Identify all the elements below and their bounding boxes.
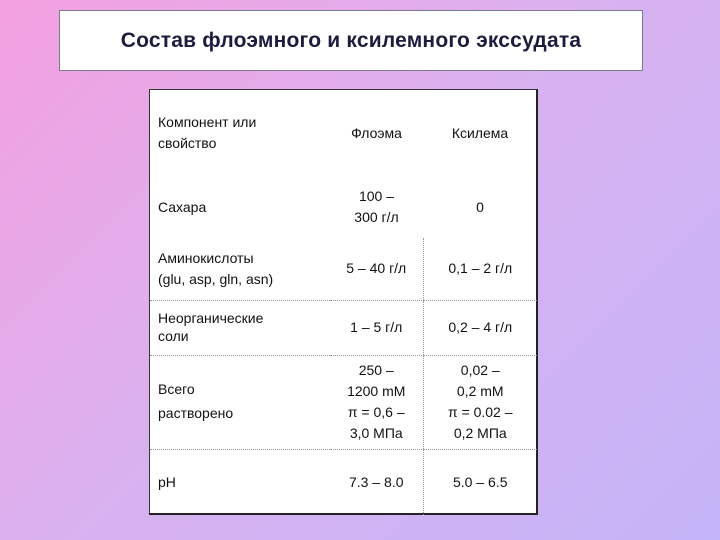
table-row xyxy=(150,449,537,515)
phloem-line: π = 0,6 – xyxy=(347,404,405,420)
component-line: pH xyxy=(158,473,176,490)
xylem-line: 5.0 – 6.5 xyxy=(453,473,508,490)
phloem-line: 300 г/л xyxy=(354,209,399,225)
slide-title-box xyxy=(59,10,643,71)
header-component xyxy=(150,90,330,176)
xylem-line: π = 0.02 – xyxy=(447,404,513,420)
phloem-line: 100 – xyxy=(358,188,395,204)
row-component xyxy=(150,355,330,449)
row-xylem xyxy=(423,176,537,238)
row-component xyxy=(150,238,330,300)
phloem-line: 1 – 5 г/л xyxy=(350,319,403,335)
row-phloem xyxy=(330,238,423,300)
component-line: Сахара xyxy=(158,198,207,215)
xylem-line: 0 xyxy=(476,198,484,215)
data-table xyxy=(150,90,537,515)
row-xylem xyxy=(423,355,537,449)
table-row xyxy=(150,355,537,449)
xylem-line: 0,2 mM xyxy=(456,383,504,399)
phloem-line: 250 – xyxy=(358,362,394,378)
component-line: Аминокислоты xyxy=(158,249,254,266)
row-component xyxy=(150,449,330,515)
row-phloem xyxy=(330,355,423,449)
slide-title: Состав флоэмного и ксилемного экссудата xyxy=(120,28,582,52)
row-phloem xyxy=(330,300,423,355)
phloem-line: 3,0 МПа xyxy=(349,425,403,441)
component-line: Неорганические xyxy=(158,310,264,326)
xylem-line: 0,2 МПа xyxy=(453,425,507,441)
xylem-line: 0,1 – 2 г/л xyxy=(448,260,513,277)
table-row xyxy=(150,300,537,355)
table-row xyxy=(150,238,537,300)
header-component-line: свойство xyxy=(158,135,217,151)
component-line: растворено xyxy=(158,405,234,421)
phloem-line: 7.3 – 8.0 xyxy=(349,473,404,490)
row-xylem xyxy=(423,449,537,515)
phloem-line: 5 – 40 г/л xyxy=(346,260,407,277)
table-row xyxy=(150,176,537,238)
xylem-line: 0,2 – 4 г/л xyxy=(448,319,513,335)
row-component xyxy=(150,300,330,355)
phloem-line: 1200 mM xyxy=(347,383,406,399)
component-line: (glu, asp, gln, asn) xyxy=(158,270,274,287)
header-component-line: Компонент или xyxy=(158,114,257,130)
xylem-line: 0,02 – xyxy=(460,362,500,378)
row-xylem xyxy=(423,300,537,355)
row-phloem xyxy=(330,176,423,238)
component-line: Всего xyxy=(158,381,195,398)
table-header-row xyxy=(150,90,537,176)
header-xylem: Ксилема xyxy=(451,124,509,141)
composition-table xyxy=(149,89,538,515)
row-phloem xyxy=(330,449,423,515)
row-component xyxy=(150,176,330,238)
component-line: соли xyxy=(158,327,189,344)
row-xylem xyxy=(423,238,537,300)
header-phloem: Флоэма xyxy=(351,124,402,141)
